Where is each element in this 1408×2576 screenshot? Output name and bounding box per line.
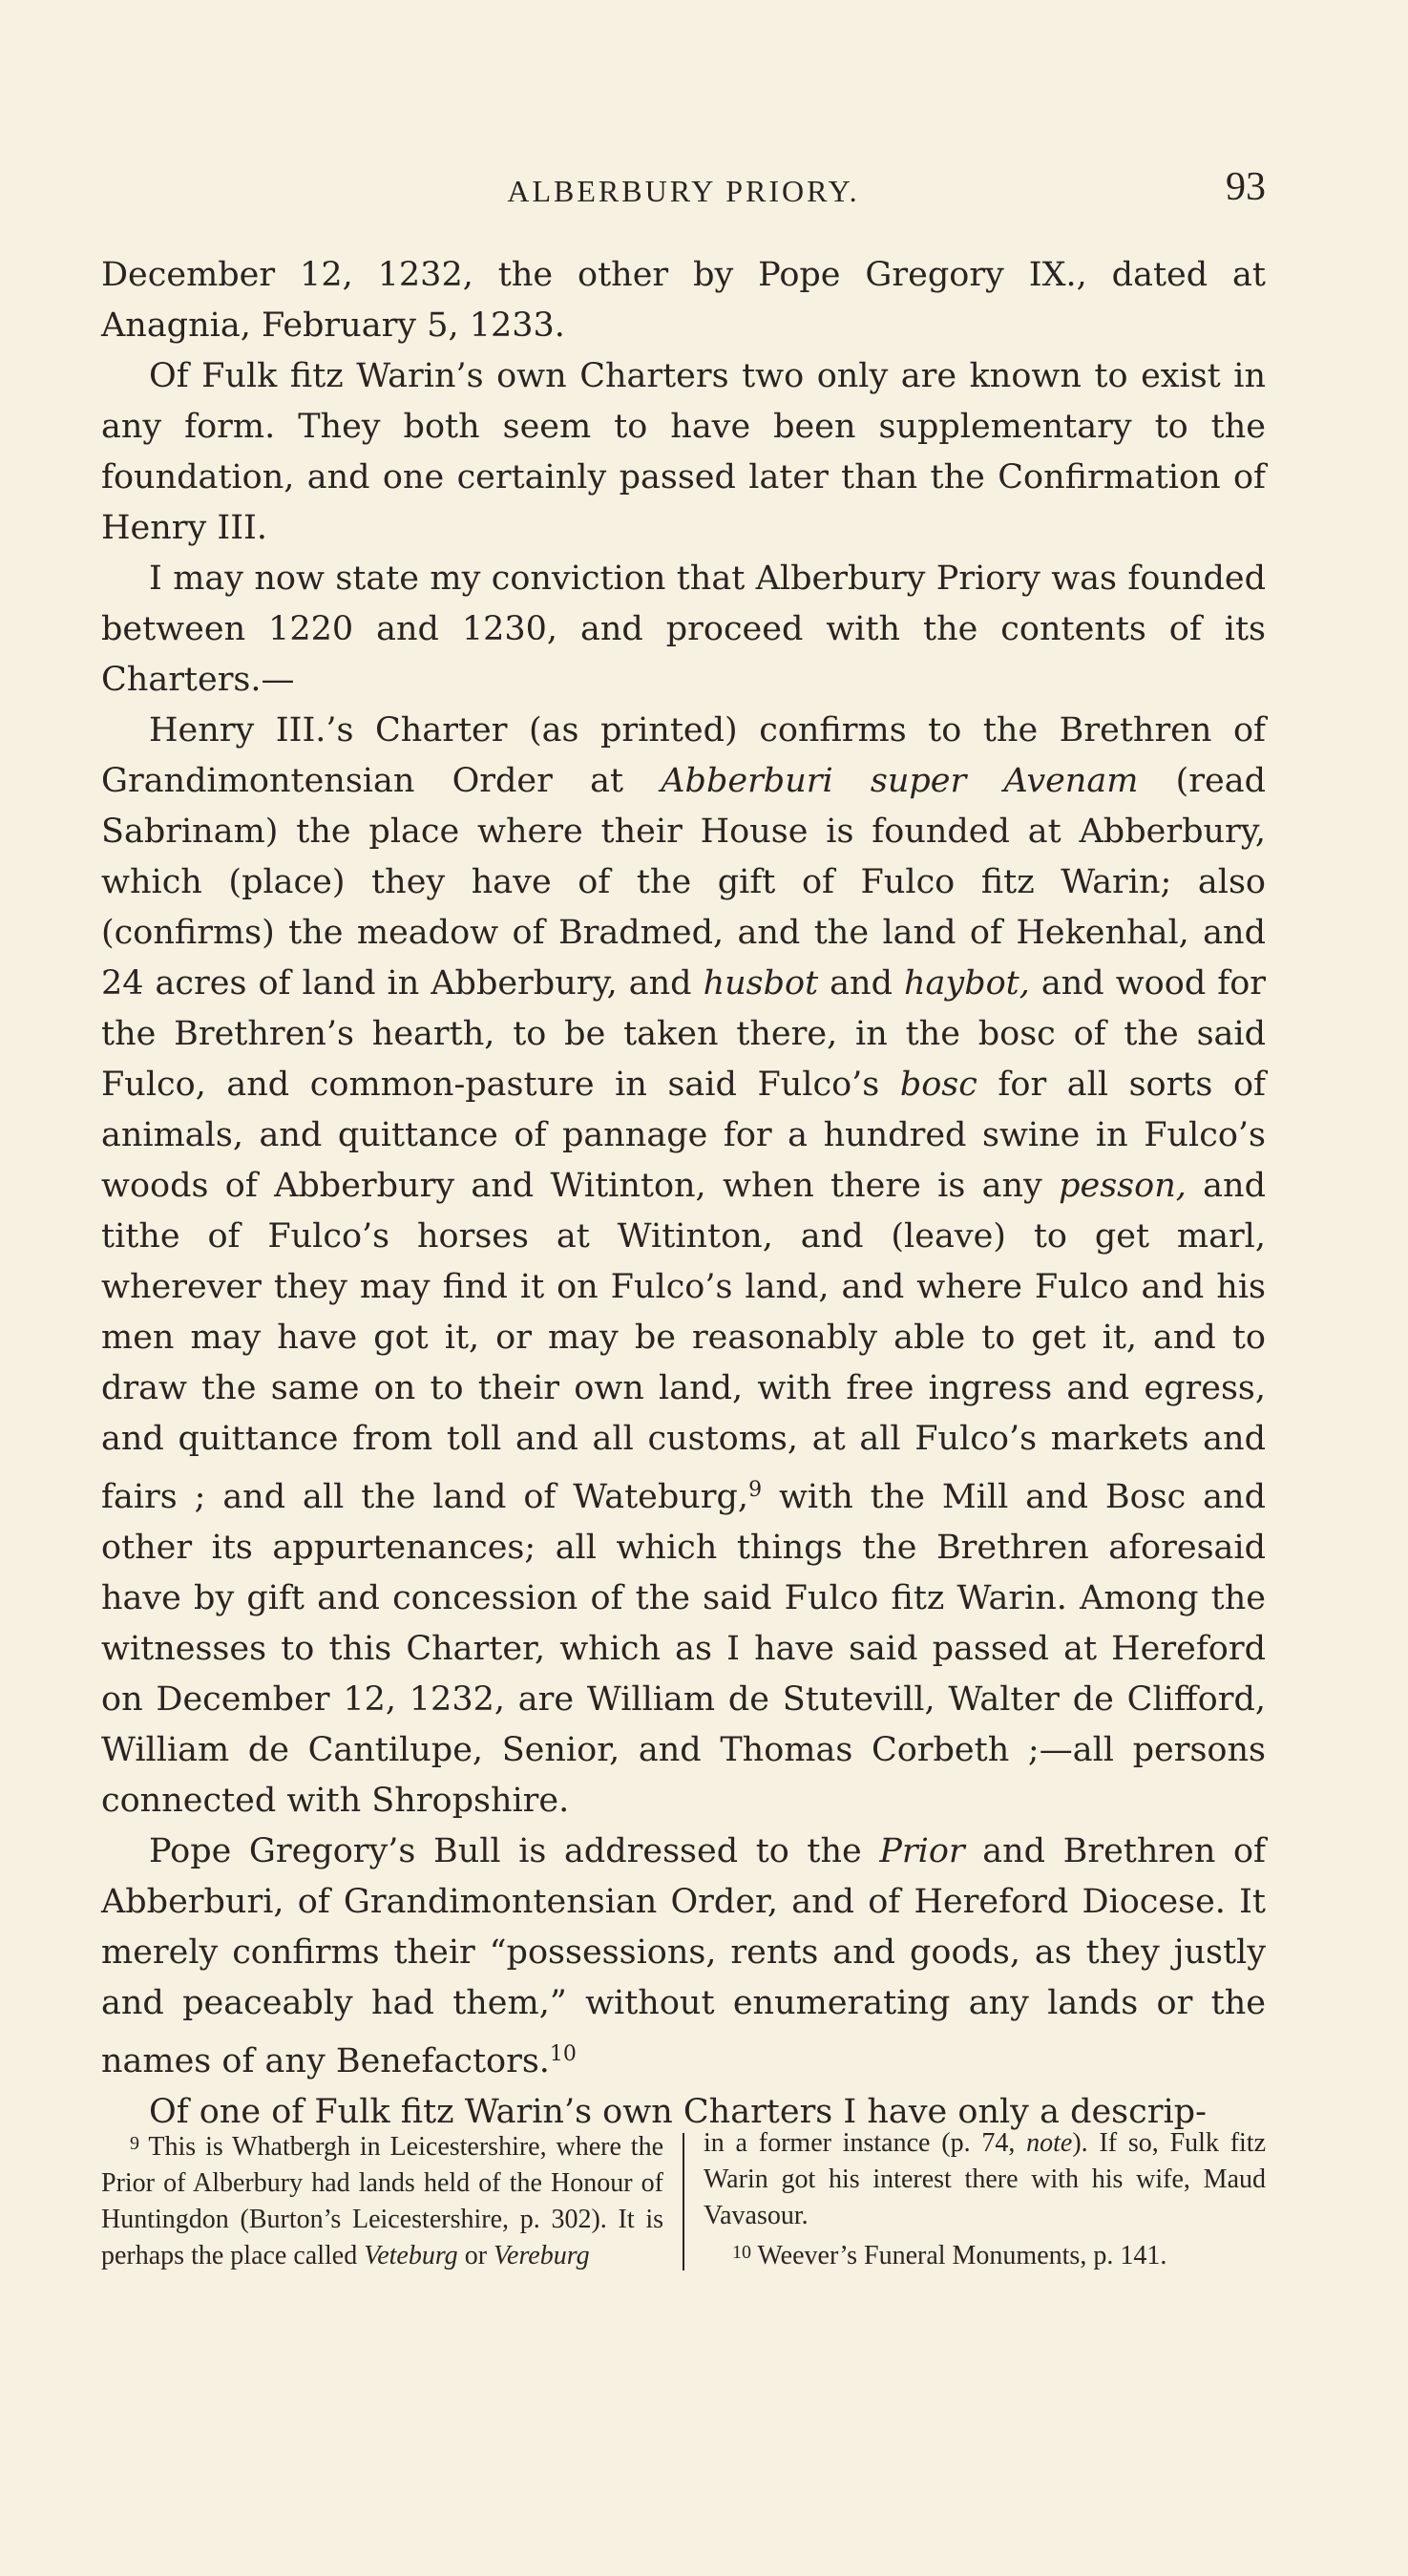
paragraph-5: Pope Gregory’s Bull is addressed to the Prior and Brethren of Abberburi, of Grandimontensian Order, and of Hereford Diocese. It merely confirms their “possessions, rents and goods, as they justly and peaceably had them,” without enumerating any lands or the names of any Benefactors.$^{10}$ xyxy=(101,1832,1266,2080)
footnote-column-right xyxy=(684,2125,1266,2274)
emphasis-pesson: pesson, xyxy=(1059,1167,1187,1205)
paragraph-4: Henry III.’s Charter (as printed) confirms to the Brethren of Grandimontensian Order at Abberburi super Avenam (read Sabrinam) the place where their House is founded at Abberbury, which (place) they have of the gift of Fulco fitz Warin; also (confirms) the meadow of Bradmed, and the land of Hekenhal, and 24 acres of land in Abberbury, and husbot and haybot, and wood for the Brethren’s hearth, to be taken there, in the bosc of the said Fulco, and common-pasture in said Fulco’s bosc for all sorts of animals, and quittance of pannage for a hundred swine in Fulco’s woods of Abberbury and Witinton, when there is any pesson, and tithe of Fulco’s horses at Witinton, and (leave) to get marl, wherever they may find it on Fulco’s land, and where Fulco and his men may have got it, or may be reasonably able to get it, and to draw the same on to their own land, with free ingress and egress, and quittance from toll and all customs, at all Fulco’s markets and fairs ; and all the land of Wateburg,$^9$ with the Mill and Bosc and other its appurtenances; all which things the Brethren aforesaid have by gift and concession of the said Fulco fitz Warin. Among the witnesses to this Charter, which as I have said passed at Hereford on December 12, 1232, are William de Stutevill, Walter de Clifford, William de Cantilupe, Senior, and Thomas Corbeth ;—all persons connected with Shropshire. xyxy=(101,711,1266,1820)
footnote-9-continued: in a former instance (p. 74, note). If so, Fulk fitz Warin got his interest there with his wife, Maud Vavasour. xyxy=(704,2128,1267,2230)
footnotes xyxy=(101,2125,1266,2274)
footnote-ref-9: 9 xyxy=(748,1478,763,1502)
page-number: 93 xyxy=(1226,165,1266,209)
paragraph-1: December 12, 1232, the other by Pope Gregory IX., dated at Anagnia, February 5, 1233. xyxy=(101,256,1266,345)
running-title: ALBERBURY PRIORY. xyxy=(507,174,860,208)
emphasis-haybot: haybot, xyxy=(904,964,1030,1003)
footnote-9: $^9$ This is Whatbergh in Leicestershire, where the Prior of Alberbury had lands held of the Honour of Huntingdon (Burton’s Leicestershire, p. 302). It is perhaps the place called Veteburg or Vereburg xyxy=(101,2132,663,2270)
footnote-10: $^{10}$ Weever’s Funeral Monuments, p. 141. xyxy=(732,2241,1167,2270)
paragraph-3: I may now state my conviction that Alberbury Priory was founded between 1220 and 1230, and proceed with the contents of its Charters.— xyxy=(101,560,1266,699)
emphasis-place-name: Abberburi super Avenam xyxy=(661,762,1139,800)
paragraph-2: Of Fulk fitz Warin’s own Charters two only are known to exist in any form. They both seem to have been supplementary to the foundation, and one certainly passed later than the Confirmation of Henry III. xyxy=(101,357,1266,547)
footnote-column-left xyxy=(101,2125,683,2274)
emphasis-husbot: husbot xyxy=(703,964,819,1003)
paragraph-6: Of one of Fulk fitz Warin’s own Charters I have only a descrip- xyxy=(149,2093,1207,2131)
body-text xyxy=(101,250,1266,2138)
footnote-ref-10: 10 xyxy=(549,2042,577,2066)
emphasis-bosc: bosc xyxy=(899,1066,977,1104)
page-header xyxy=(101,160,1266,208)
emphasis-prior: Prior xyxy=(879,1832,965,1870)
